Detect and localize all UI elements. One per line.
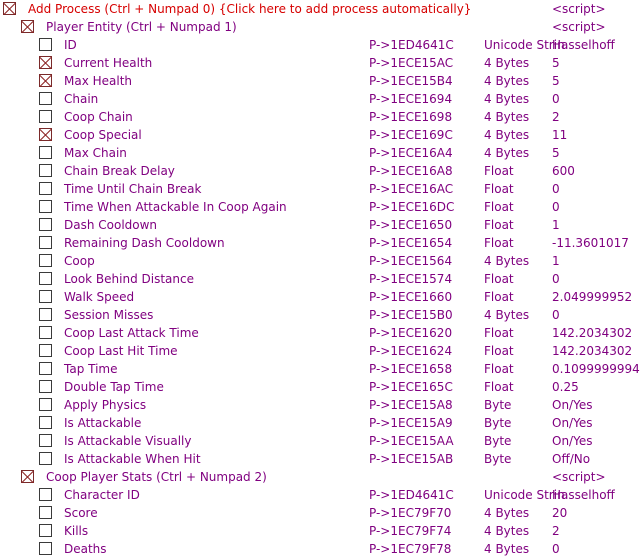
entry-value: Off/No xyxy=(552,452,591,466)
table-row[interactable] xyxy=(0,180,627,198)
entry-value: 0.1099999994 xyxy=(552,362,640,376)
table-row[interactable] xyxy=(0,72,627,90)
script-tag: <script> xyxy=(552,470,606,484)
entry-address: P->1ECE15AB xyxy=(369,452,454,466)
entry-type: 4 Bytes xyxy=(484,254,530,268)
table-row[interactable] xyxy=(0,396,627,414)
entry-description: Is Attackable xyxy=(64,416,142,430)
entry-type: 4 Bytes xyxy=(484,524,530,538)
entry-address: P->1ECE15A9 xyxy=(369,416,453,430)
entry-checkbox[interactable] xyxy=(39,164,52,177)
entry-description: Is Attackable When Hit xyxy=(64,452,201,466)
entry-checkbox[interactable] xyxy=(39,452,52,465)
entry-type: 4 Bytes xyxy=(484,542,530,556)
table-row[interactable] xyxy=(0,504,627,522)
entry-checkbox[interactable] xyxy=(39,110,52,123)
entry-value: 142.2034302 xyxy=(552,326,633,340)
entry-address: P->1ECE169C xyxy=(369,128,453,142)
entry-checkbox[interactable] xyxy=(39,254,52,267)
entry-value: Hasselhoff xyxy=(552,38,615,52)
entry-address: P->1ED4641C xyxy=(369,488,454,502)
entry-type: Byte xyxy=(484,452,512,466)
entry-address: P->1ECE1624 xyxy=(369,344,453,358)
entry-description: Remaining Dash Cooldown xyxy=(64,236,225,250)
entry-checkbox[interactable] xyxy=(39,200,52,213)
entry-description: Coop Special xyxy=(64,128,142,142)
entry-checkbox[interactable] xyxy=(39,362,52,375)
entry-checkbox[interactable] xyxy=(39,542,52,555)
script-tag: <script> xyxy=(552,2,606,16)
entry-value: 5 xyxy=(552,56,560,70)
entry-type: Float xyxy=(484,218,514,232)
entry-description: Is Attackable Visually xyxy=(64,434,192,448)
entry-value: 0.25 xyxy=(552,380,579,394)
entry-type: Float xyxy=(484,182,514,196)
entry-type: 4 Bytes xyxy=(484,92,530,106)
entry-value: 2 xyxy=(552,110,560,124)
entry-type: Unicode Strin xyxy=(484,38,565,52)
entry-description: Deaths xyxy=(64,542,107,556)
table-row[interactable] xyxy=(0,126,627,144)
entry-description: Time When Attackable In Coop Again xyxy=(64,200,287,214)
entry-type: Float xyxy=(484,272,514,286)
entry-checkbox[interactable] xyxy=(39,38,52,51)
entry-value: On/Yes xyxy=(552,398,593,412)
entry-description: Score xyxy=(64,506,98,520)
entry-address: P->1ECE1658 xyxy=(369,362,453,376)
entry-value: On/Yes xyxy=(552,416,593,430)
entry-address: P->1ECE15B4 xyxy=(369,74,453,88)
group-header[interactable] xyxy=(0,468,627,486)
entry-type: 4 Bytes xyxy=(484,506,530,520)
table-row[interactable] xyxy=(0,306,627,324)
entry-description: Time Until Chain Break xyxy=(64,182,202,196)
entry-description: Tap Time xyxy=(64,362,118,376)
entry-checkbox[interactable] xyxy=(39,506,52,519)
group-header[interactable] xyxy=(0,18,627,36)
entry-value: 142.2034302 xyxy=(552,344,633,358)
entry-type: Float xyxy=(484,326,514,340)
entry-address: P->1EC79F78 xyxy=(369,542,452,556)
entry-type: Float xyxy=(484,200,514,214)
table-row[interactable] xyxy=(0,342,633,360)
entry-checkbox[interactable] xyxy=(39,272,52,285)
script-tag: <script> xyxy=(552,20,606,34)
entry-checkbox[interactable] xyxy=(39,182,52,195)
entry-address: P->1ECE1564 xyxy=(369,254,453,268)
entry-value: 600 xyxy=(552,164,575,178)
entry-checkbox[interactable] xyxy=(39,524,52,537)
table-row[interactable] xyxy=(0,324,633,342)
entry-type: Float xyxy=(484,380,514,394)
entry-value: -11.3601017 xyxy=(552,236,629,250)
table-row[interactable] xyxy=(0,360,640,378)
entry-address: P->1ECE15A8 xyxy=(369,398,453,412)
entry-type: Byte xyxy=(484,416,512,430)
entry-description: Chain xyxy=(64,92,99,106)
entry-checkbox[interactable] xyxy=(39,56,52,69)
entry-address: P->1EC79F70 xyxy=(369,506,452,520)
table-row[interactable] xyxy=(0,162,627,180)
entry-address: P->1ECE1654 xyxy=(369,236,453,250)
table-row[interactable] xyxy=(0,414,627,432)
entry-description: Session Misses xyxy=(64,308,154,322)
entry-value: 1 xyxy=(552,218,560,232)
table-row[interactable] xyxy=(0,522,627,540)
entry-type: Float xyxy=(484,362,514,376)
entry-type: 4 Bytes xyxy=(484,56,530,70)
entry-value: On/Yes xyxy=(552,434,593,448)
entry-value: Hasselhoff xyxy=(552,488,615,502)
group-label: Player Entity (Ctrl + Numpad 1) xyxy=(46,20,237,34)
entry-address: P->1ECE16A8 xyxy=(369,164,453,178)
table-row[interactable] xyxy=(0,432,627,450)
entry-address: P->1ECE15B0 xyxy=(369,308,453,322)
entry-checkbox[interactable] xyxy=(39,488,52,501)
entry-checkbox[interactable] xyxy=(39,308,52,321)
entry-checkbox[interactable] xyxy=(39,434,52,447)
entry-checkbox[interactable] xyxy=(39,218,52,231)
entry-type: Unicode Strin xyxy=(484,488,565,502)
entry-value: 1 xyxy=(552,254,560,268)
entry-address: P->1ECE1650 xyxy=(369,218,453,232)
entry-checkbox[interactable] xyxy=(39,398,52,411)
entry-type: Byte xyxy=(484,398,512,412)
entry-description: Max Chain xyxy=(64,146,127,160)
table-row[interactable] xyxy=(0,36,627,54)
entry-description: ID xyxy=(64,38,77,52)
entry-address: P->1ECE16DC xyxy=(369,200,455,214)
group-label: Coop Player Stats (Ctrl + Numpad 2) xyxy=(46,470,267,484)
entry-checkbox[interactable] xyxy=(39,326,52,339)
add-process-row[interactable] xyxy=(0,0,627,18)
table-row[interactable] xyxy=(0,450,627,468)
entry-address: P->1ECE1698 xyxy=(369,110,453,124)
entry-description: Coop Last Attack Time xyxy=(64,326,199,340)
entry-checkbox[interactable] xyxy=(39,92,52,105)
entry-description: Chain Break Delay xyxy=(64,164,175,178)
entry-address: P->1ECE15AA xyxy=(369,434,454,448)
entry-checkbox[interactable] xyxy=(39,344,52,357)
entry-checkbox[interactable] xyxy=(39,380,52,393)
entry-type: 4 Bytes xyxy=(484,128,530,142)
entry-description: Coop Chain xyxy=(64,110,133,124)
entry-checkbox[interactable] xyxy=(39,74,52,87)
entry-type: Float xyxy=(484,236,514,250)
entry-type: 4 Bytes xyxy=(484,146,530,160)
entry-address: P->1ECE15AC xyxy=(369,56,454,70)
entry-description: Character ID xyxy=(64,488,140,502)
entry-value: 2 xyxy=(552,524,560,538)
entry-type: Float xyxy=(484,164,514,178)
table-row[interactable] xyxy=(0,378,627,396)
entry-checkbox[interactable] xyxy=(39,236,52,249)
entry-address: P->1ECE16AC xyxy=(369,182,454,196)
table-row[interactable] xyxy=(0,486,627,504)
table-row[interactable] xyxy=(0,90,627,108)
entry-description: Dash Cooldown xyxy=(64,218,158,232)
table-row[interactable] xyxy=(0,216,627,234)
group-checkbox[interactable] xyxy=(21,470,34,483)
table-row[interactable] xyxy=(0,108,627,126)
entry-checkbox[interactable] xyxy=(39,146,52,159)
entry-value: 0 xyxy=(552,542,560,556)
entry-value: 11 xyxy=(552,128,568,142)
entry-checkbox[interactable] xyxy=(39,128,52,141)
entry-value: 0 xyxy=(552,200,560,214)
entry-address: P->1ECE16A4 xyxy=(369,146,453,160)
entry-description: Walk Speed xyxy=(64,290,135,304)
entry-description: Apply Physics xyxy=(64,398,147,412)
entry-type: Float xyxy=(484,290,514,304)
add-process-label: Add Process (Ctrl + Numpad 0) {Click here to add process automatically} xyxy=(28,2,472,16)
entry-checkbox[interactable] xyxy=(39,416,52,429)
entry-value: 0 xyxy=(552,272,560,286)
entry-address: P->1ECE165C xyxy=(369,380,453,394)
entry-address: P->1ED4641C xyxy=(369,38,454,52)
entry-address: P->1ECE1574 xyxy=(369,272,453,286)
entry-description: Look Behind Distance xyxy=(64,272,194,286)
entry-description: Kills xyxy=(64,524,89,538)
table-row[interactable] xyxy=(0,540,627,558)
entry-checkbox[interactable] xyxy=(39,290,52,303)
entry-value: 2.049999952 xyxy=(552,290,633,304)
table-row[interactable] xyxy=(0,252,627,270)
entry-value: 20 xyxy=(552,506,568,520)
entry-address: P->1EC79F74 xyxy=(369,524,452,538)
table-row[interactable] xyxy=(0,144,627,162)
entry-address: P->1ECE1660 xyxy=(369,290,453,304)
table-row[interactable] xyxy=(0,234,627,252)
entry-description: Double Tap Time xyxy=(64,380,164,394)
entry-description: Coop Last Hit Time xyxy=(64,344,178,358)
entry-value: 5 xyxy=(552,146,560,160)
entry-value: 0 xyxy=(552,92,560,106)
entry-value: 0 xyxy=(552,308,560,322)
entry-type: 4 Bytes xyxy=(484,74,530,88)
entry-address: P->1ECE1694 xyxy=(369,92,453,106)
entry-description: Current Health xyxy=(64,56,153,70)
table-row[interactable] xyxy=(0,54,627,72)
table-row[interactable] xyxy=(0,198,627,216)
entry-type: Float xyxy=(484,344,514,358)
group-checkbox[interactable] xyxy=(21,20,34,33)
entry-address: P->1ECE1620 xyxy=(369,326,453,340)
table-row[interactable] xyxy=(0,270,627,288)
add-process-checkbox[interactable] xyxy=(3,2,16,15)
entry-description: Coop xyxy=(64,254,95,268)
entry-type: Byte xyxy=(484,434,512,448)
entry-type: 4 Bytes xyxy=(484,308,530,322)
table-row[interactable] xyxy=(0,288,633,306)
entry-value: 0 xyxy=(552,182,560,196)
entry-description: Max Health xyxy=(64,74,133,88)
entry-value: 5 xyxy=(552,74,560,88)
entry-type: 4 Bytes xyxy=(484,110,530,124)
